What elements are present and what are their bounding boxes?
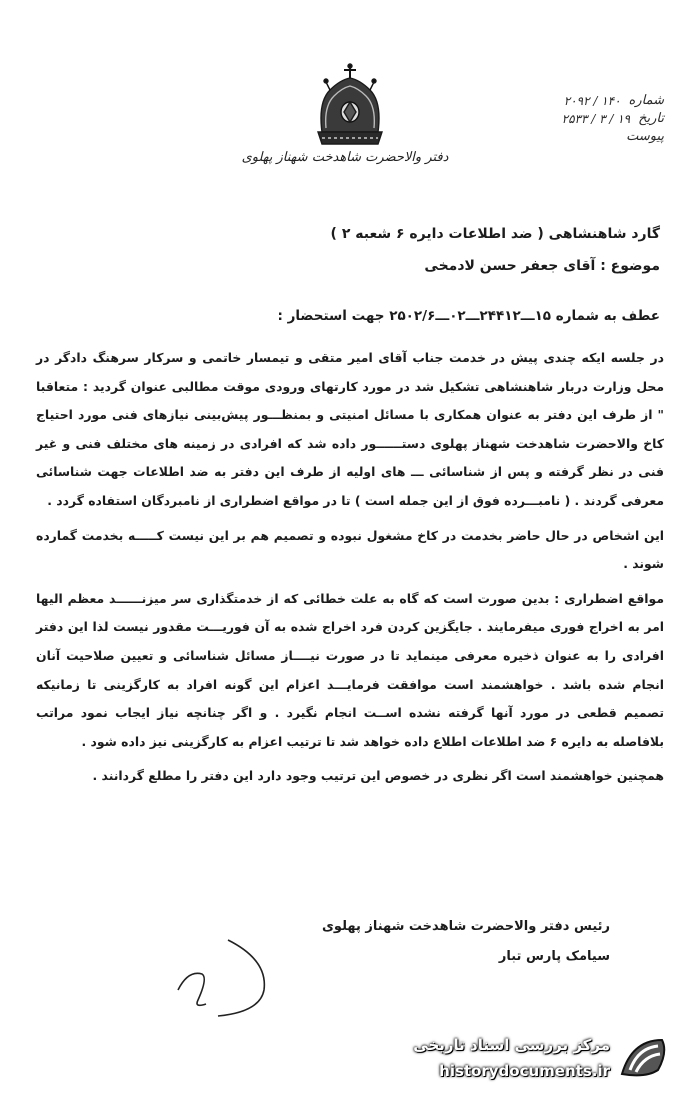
meta-number-label: شماره (628, 93, 664, 108)
body-paragraph: این اشخاص در حال حاضر بخدمت در کاخ مشغول نبوده و تصمیم هم بر این نیست کـــــه بخدمت گمارده شوند . (36, 527, 664, 572)
meta-attachment-row (494, 128, 664, 146)
subject-line: موضوع : آقای جعفر حسن لادمخی (424, 258, 660, 274)
letter-body (36, 344, 664, 797)
reference-line: عطف به شماره ۱۵ـــ۲۴۴۱۲ـــ۰۲ـــ۲۵۰۲/۶ جهت استحضار : (277, 308, 660, 324)
meta-date-label: تاریخ (638, 111, 664, 126)
archive-url: historydocuments.ir (439, 1062, 610, 1080)
letter-header (60, 218, 660, 282)
pahlavi-crown-emblem (308, 62, 392, 154)
meta-number-value: ۱۴۰ / ۲۰۹۲ (563, 94, 621, 108)
meta-date-row (494, 110, 664, 128)
archive-name: مرکز بررسی اسناد تاریخی (413, 1036, 610, 1054)
meta-date-value: ۱۹ / ۳ / ۲۵۳۳ (561, 112, 631, 126)
signatory-name: سیامک پارس تبار (498, 949, 610, 964)
meta-attachment-label: پیوست (626, 129, 664, 144)
document-meta (494, 92, 664, 146)
body-paragraph: در جلسه ایکه چندی پیش در خدمت جناب آقای امیر متقی و تیمسار خاتمی و سرکار سرهنگ دادگر در محل وزارت دربار شاهنشاهی تشکیل شد در مورد کارتهای ورودی موقت مطالبی عنوان گردید : متعاقبا " از طرف این دفتر به عنوان همکاری با مسائل امنیتی و بمنظـــور پیش‌بینی نیازهای فنی مورد احتیاج کاخ والاحضرت شاهدخت شهناز پهلوی دستــــــور داده شد که افرادی در زمینه های مختلف فنی و غیر فنی در نظر گرفته و پس از شناسائی ـــ های اولیه از طرف این دفتر به ضد اطلاعات جهت شناسائی معرفی گردند . ( نامبـــرده فوق از این جمله است ) تا در مواقع اضطراری از نامبردگان استفاده گردد . (36, 350, 664, 508)
book-icon (618, 1034, 674, 1084)
letterhead-office: دفتر والاحضرت شاهدخت شهناز پهلوی (241, 150, 449, 165)
signature-block (310, 912, 610, 972)
archive-watermark (392, 1028, 682, 1090)
handwritten-signature (168, 930, 288, 1020)
body-paragraph: مواقع اضطراری : بدین صورت است که گاه به علت خطائی که از خدمتگذاری سر میزنــــــد معظم الیها امر به اخراج فوری میفرمایند . جایگزین کردن فرد اخراج شده به آن فوریـــت مقدور نیست لذا این دفتر افرادی را به عنوان ذخیره معرفی مینماید تا در صورت نیــــاز مسائل شناسائی و تعیین صلاحیت آنان انجام شده باشد . خواهشمند است موافقت فرمایـــد اعزام این گونه افراد به کارگزینی تا زمانیکه تصمیم قطعی در مورد آنها گرفته نشده اســت انجام نگیرد . و اگر چنانچه نیاز ایجاب نمود مراتب بلافاصله به دایره ۶ ضد اطلاعات اطلاع داده خواهد شد تا ترتیب اعزام به کارگزینی نیز داده شود . (36, 590, 664, 749)
addressee: گارد شاهنشاهی ( ضد اطلاعات دایره ۶ شعبه ۲ ) (330, 226, 660, 242)
meta-number-row (494, 92, 664, 110)
signatory-title: رئیس دفتر والاحضرت شاهدخت شهناز پهلوی (322, 919, 610, 934)
body-paragraph: همچنین خواهشمند است اگر نظری در خصوص این ترتیب وجود دارد این دفتر را مطلع گردانند . (92, 768, 664, 784)
